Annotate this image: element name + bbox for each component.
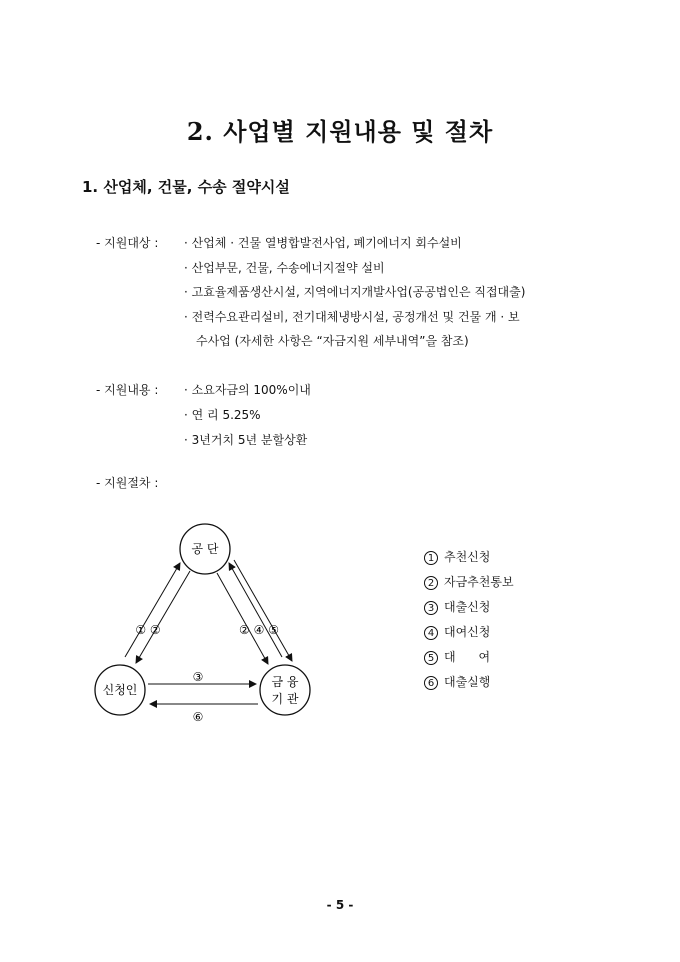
bank-node-label-2: 기 관 — [271, 692, 299, 706]
legend-item-6 — [424, 673, 490, 690]
target-item-3: · 고효율제품생산시설, 지역에너지개발사업(공공법인은 직접대출) — [184, 285, 526, 299]
legend-item-3 — [424, 598, 490, 615]
legend-number: 3 — [424, 601, 438, 615]
target-item-1: · 산업체 · 건물 열병합발전사업, 폐기에너지 회수설비 — [184, 236, 462, 250]
content-item-3: · 3년거치 5년 분할상환 — [184, 433, 308, 447]
content-label: - 지원내용 : — [96, 383, 159, 397]
bank-node — [260, 665, 310, 715]
page-number: - 5 - — [326, 898, 354, 912]
legend-text: 추천신청 — [444, 550, 491, 564]
bottom-top-number: ③ — [192, 670, 204, 684]
legend-item-2 — [424, 573, 514, 590]
legend-text: 자금추천통보 — [444, 575, 514, 589]
legend-number: 1 — [424, 551, 438, 565]
legend-number: 4 — [424, 626, 438, 640]
legend-item-5 — [424, 648, 490, 665]
target-label: - 지원대상 : — [96, 236, 159, 250]
legend-item-4 — [424, 623, 490, 640]
left-arrow-numbers: ① ② — [135, 623, 161, 637]
applicant-node-label: 신청인 — [102, 683, 138, 697]
legend-text: 대여신청 — [444, 625, 491, 639]
legend-text: 대 여 — [444, 650, 491, 664]
bottom-bottom-number: ⑥ — [192, 710, 204, 724]
right-arrow-numbers: ② ④ ⑤ — [239, 623, 279, 637]
legend-item-1 — [424, 548, 490, 565]
arrow-agency-to-applicant — [136, 571, 190, 663]
legend-text: 대출신청 — [444, 600, 491, 614]
bank-node-label-1: 금 융 — [271, 675, 299, 689]
target-item-4: · 전력수요관리설비, 전기대체냉방시설, 공정개선 및 건물 개 · 보 — [184, 310, 520, 324]
content-item-2: · 연 리 5.25% — [184, 408, 261, 422]
section-heading: 1. 산업체, 건물, 수송 절약시설 — [82, 178, 290, 196]
agency-node-label: 공 단 — [191, 542, 219, 556]
arrow-bank-to-agency — [229, 563, 282, 657]
page-title: 2. 사업별 지원내용 및 절차 — [186, 117, 494, 146]
content-item-1: · 소요자금의 100%이내 — [184, 383, 311, 397]
legend-number: 2 — [424, 576, 438, 590]
legend-number: 5 — [424, 651, 438, 665]
target-item-4-continued: 수사업 (자세한 사항은 “자금지원 세부내역”을 참조) — [196, 334, 469, 348]
procedure-label: - 지원절차 : — [96, 476, 159, 490]
arrow-applicant-to-agency — [125, 563, 180, 657]
legend-number: 6 — [424, 676, 438, 690]
arrow-agency-to-bank-2 — [234, 560, 292, 661]
legend-text: 대출실행 — [444, 675, 491, 689]
target-item-2: · 산업부문, 건물, 수송에너지절약 설비 — [184, 261, 385, 275]
